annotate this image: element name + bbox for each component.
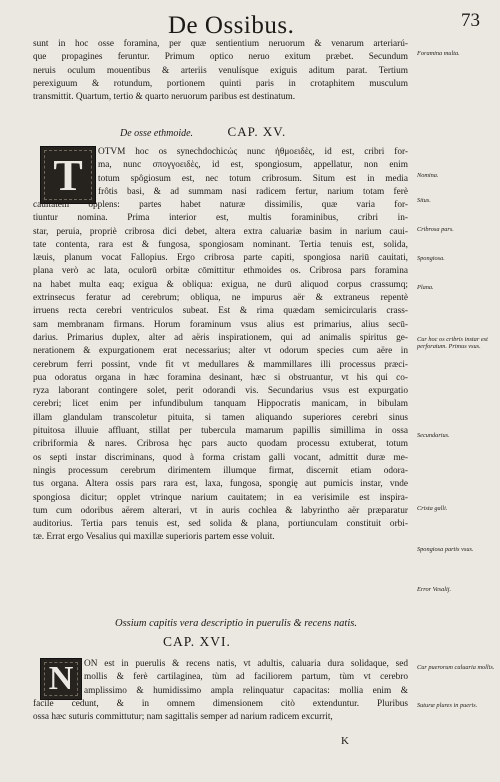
margin-notes — [417, 0, 495, 782]
text-line: auditorius. Tertia pars tenuis est, sed solida & plana, portiunculam constituit orbi- — [33, 519, 408, 530]
text-line: tæ. Errat ergo Vesalius qui maxillæ superioris partem esse voluit. — [33, 532, 275, 543]
margin-note: Nomina. — [417, 172, 439, 179]
chapter-15-body — [33, 199, 408, 545]
text-line: ningis processum cerebrum dirimentem illumque firmat, discernit etiam odora- — [33, 465, 408, 476]
section-title: Ossium capitis vera descriptio in puerulis & recens natis. — [115, 618, 357, 629]
text-line: tum cum odoribus aërem alterari, vt in auris cochlea & labyrintho aër præparatur — [33, 505, 408, 516]
text-line: tus organa. Altera ossis pars rara est, laxa, fungosa, spongię aut pumicis instar, vnde — [33, 479, 408, 490]
margin-note: Plana. — [417, 284, 434, 291]
initial-letter: T — [53, 150, 83, 200]
initial-ornament — [44, 662, 78, 696]
opening-paragraph — [33, 38, 408, 104]
text-line: ma, nunc σπογγοειδὲς, id est, spongiosum, appellatur, non enim — [98, 160, 408, 171]
text-line: que propagines feruntur. Primum optico neruo exitum præbet. Secundum — [33, 52, 408, 63]
text-line: perexiguum & rotundum, portionem quinti paris in crotaphitem musculum — [33, 78, 408, 89]
margin-note: Cur puerorum caluaria mollis. — [417, 664, 495, 671]
chapter-16-indented — [84, 658, 408, 698]
margin-note: Suturæ plures in pueris. — [417, 702, 478, 709]
chapter-15-number: CAP. XV. — [227, 124, 287, 139]
margin-note: Error Vesalij. — [417, 586, 452, 593]
text-line: OTVM hoc os synechdochicώς nunc ἠθμοειδὲς, id est, cribri for- — [98, 147, 408, 157]
margin-note: Spongiosa. — [417, 255, 445, 262]
text-line: os septi instar discriminans, quod à forma cristam galli vocant, admittit duræ me- — [33, 452, 408, 463]
text-line: cribriformia & nares. Cribrosa hęc pars aucto quodam processu extuberat, totum — [33, 439, 408, 450]
text-line: nerationem & expurgationem erat necessarius; alter vt odorum species cum aëre in — [33, 346, 408, 357]
page-number: 73 — [461, 10, 480, 31]
text-line: cerebri; licet enim per infundibulum tanquam Hippocratis manicam, in bibulam — [33, 399, 408, 410]
text-line: tate contenta, rara est & fungosa, spongiosam nominant. Tertia tenuis est, solida, — [33, 239, 408, 250]
text-line: ryza laborant contingere solet, perit odorandi vis. Secundarius vsus est expurgatio — [33, 386, 408, 397]
text-line: neruis oculum mouentibus & arteriis venulísque exiguis aditum parat. Tertium — [33, 65, 408, 76]
text-line: darius. Primarius duplex, alter ad aëris inspirationem, qui ad animalis spiritus ge- — [33, 332, 408, 343]
text-line: cerebrum ferri possint, vnde fit vt medullares & mammillares illi processus præci- — [33, 359, 408, 370]
margin-note: Spongiosa partis vsus. — [417, 546, 474, 553]
text-line: irruens recta cerebri ventriculos subeat. Est & rima quædam semicircularis crass- — [33, 306, 408, 317]
text-line: ossa hæc suturis committutur; nam sagittalis semper ad narium radicem excurrit, — [33, 712, 333, 723]
text-line: frôtis basi, & ad summam nasi radicem fertur, narium totam ferè — [98, 186, 408, 197]
text-line: star, peruia, propriè cribrosa dici debet, altera extra caluariæ basim in narium caui- — [33, 226, 408, 237]
running-head: De Ossibus. — [168, 12, 295, 39]
text-line: illam glandulam transcoletur pituita, si tamen aliquando superiores cerebri sinus — [33, 412, 408, 423]
text-line: mollis & ferè cartilaginea, tùm ad faciliorem partum, tùm vt cerebro — [84, 672, 408, 683]
text-line: spongiosa dicitur; opplet vtrinque narium cauitatem; in ea verisimile est inspira- — [33, 492, 408, 503]
text-line: amplissimo & humidissimo ampla relinquatur capacitas: mollia enim & — [84, 685, 408, 696]
chapter-15-subtitle: De osse ethmoide. — [120, 128, 194, 139]
text-line: facile cedunt, & in omnem dimensionem citò extenduntur. Pluribus — [33, 699, 408, 709]
text-line: plana verò ac lata, oculorū orbitæ cōmittitur ethmoides os. Cribrosa pars foramina — [33, 266, 408, 277]
initial-ornament — [44, 150, 92, 200]
text-line: tiuntur nomina. Prima interior est, multis foraminibus, cribri in- — [33, 213, 408, 224]
chapter-15-indented — [98, 146, 408, 199]
decorated-initial-t — [40, 146, 96, 204]
signature-mark: K — [341, 735, 349, 747]
text-line: ON est in puerulis & recens natis, vt adultis, caluaria dura solidaque, sed — [84, 659, 408, 669]
text-line: cauitatem opplens: partes habet naturæ dissimilis, quæ varia for- — [33, 200, 408, 210]
chapter-16-body — [33, 698, 408, 725]
decorated-initial-n — [40, 658, 82, 700]
margin-note: Situs. — [417, 197, 431, 204]
text-line: pituitosa illuuie affluant, stillat per tubercula mamarum papillis simillima in ossa — [33, 426, 408, 437]
text-line: læuis, planum vocat Fallopius. Ergo cribrosa parte capiti, spongiosa nariū cauitati, — [33, 253, 408, 264]
chapter-15-heading — [120, 124, 400, 140]
margin-note: Crista galli. — [417, 505, 448, 512]
text-line: pua odoratus organa in hæc foramina desinant, hæc si obstruantur, vt his qui co- — [33, 372, 408, 383]
chapter-16-number: CAP. XVI. — [163, 634, 231, 649]
text-line: na habet multa eaq; exigua & obliqua: exigua, ne durū aliquod corpus crassumq; — [33, 279, 408, 290]
margin-note: Cribrosa pars. — [417, 226, 454, 233]
text-line: sam membranam firmans. Horum foraminum vsus alius est primarius, alius secū- — [33, 319, 408, 330]
margin-note: Secundarius. — [417, 432, 450, 439]
margin-note: Cur hoc os cribris instar est perforatum. Primus vsus. — [417, 336, 488, 351]
text-line: extrinsecus feratur ad cerebrum; obliqua, ne impurus aër & extraneus repentè — [33, 293, 408, 304]
text-line: totum spôgiosum est, nec totum cribrosum. Situm est in media — [98, 173, 408, 184]
initial-letter: N — [48, 660, 74, 697]
text-line: sunt in hoc osse foramina, per quæ sentientium neruorum & venarum arteriarú- — [33, 39, 408, 49]
margin-note: Foramina multa. — [417, 50, 460, 57]
text-line: transmittit. Quartum, tertio & quarto neruorum paribus est destinatum. — [33, 92, 296, 103]
